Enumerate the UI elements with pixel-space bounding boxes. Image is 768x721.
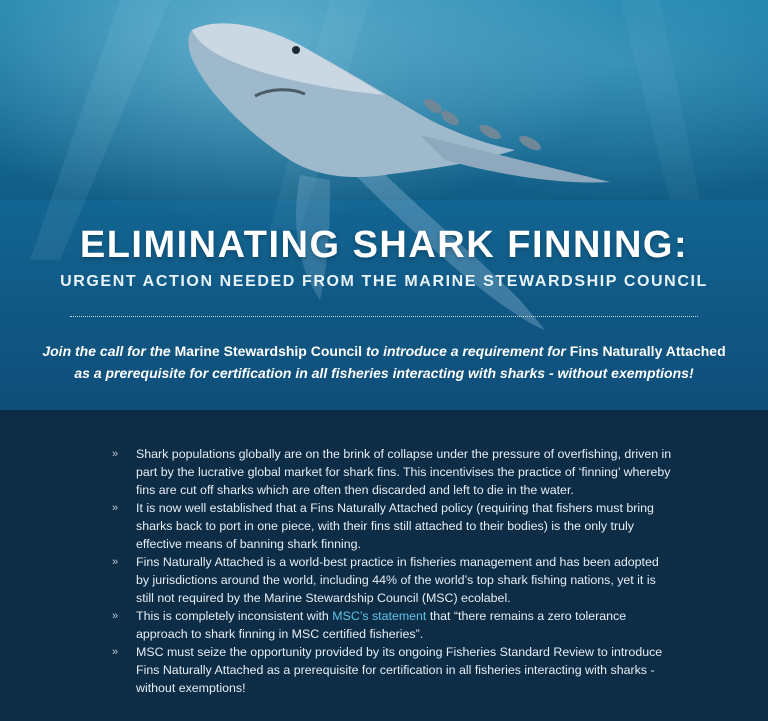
list-item-text-before: This is completely inconsistent with [136, 609, 333, 623]
list-item [112, 607, 672, 643]
bullet-marker: » [112, 502, 119, 514]
list-item-text: Fins Naturally Attached is a world-best practice in fisheries management and has been adopted by jurisdictions around the world, including 44% of the world’s top shark fishing nations, yet it is still not required by the Marine Stewardship Council (MSC) ecolabel. [136, 555, 659, 605]
list-item [112, 643, 672, 697]
bullet-marker: » [112, 448, 119, 460]
callout-part3: to introduce a requirement for [362, 343, 570, 359]
bullet-marker: » [112, 610, 119, 622]
callout-part1: Join the call for the [42, 343, 175, 359]
list-item-text: MSC must seize the opportunity provided by its ongoing Fisheries Standard Review to introduce Fins Naturally Attached as a prerequisite for certification in all fisheries interacting with sharks - without exemptions! [136, 645, 663, 695]
msc-statement-link[interactable]: MSC’s statement [332, 609, 427, 623]
bullet-list [112, 445, 672, 697]
callout-part2: Marine Stewardship Council [174, 343, 363, 359]
callout-part5: as a prerequisite for certification in all fisheries interacting with sharks - without exemptions! [74, 365, 694, 381]
list-item-text-after: that “there remains a zero tolerance approach to shark finning in MSC certified fisheries”. [136, 609, 627, 641]
list-item [112, 553, 672, 607]
bullet-marker: » [112, 646, 119, 658]
list-item [112, 499, 672, 553]
call-to-action [40, 340, 728, 384]
dotted-divider [70, 316, 698, 317]
list-item-text: Shark populations globally are on the brink of collapse under the pressure of overfishing, driven in part by the lucrative global market for shark fins. This incentivises the practice of ‘finning’ whereby fins are cut off sharks which are often then discarded and left to die in the water. [136, 447, 672, 497]
callout-part4: Fins Naturally Attached [569, 343, 726, 359]
list-item-text: It is now well established that a Fins Naturally Attached policy (requiring that fishers must bring sharks back to port in one piece, with their fins still attached to their bodies) is the only truly effective means of banning shark finning. [136, 501, 654, 551]
page-title: ELIMINATING SHARK FINNING: [79, 224, 689, 266]
bullet-marker: » [112, 556, 119, 568]
page-subtitle: URGENT ACTION NEEDED FROM THE MARINE STEWARDSHIP COUNCIL [60, 273, 708, 290]
list-item [112, 445, 672, 499]
